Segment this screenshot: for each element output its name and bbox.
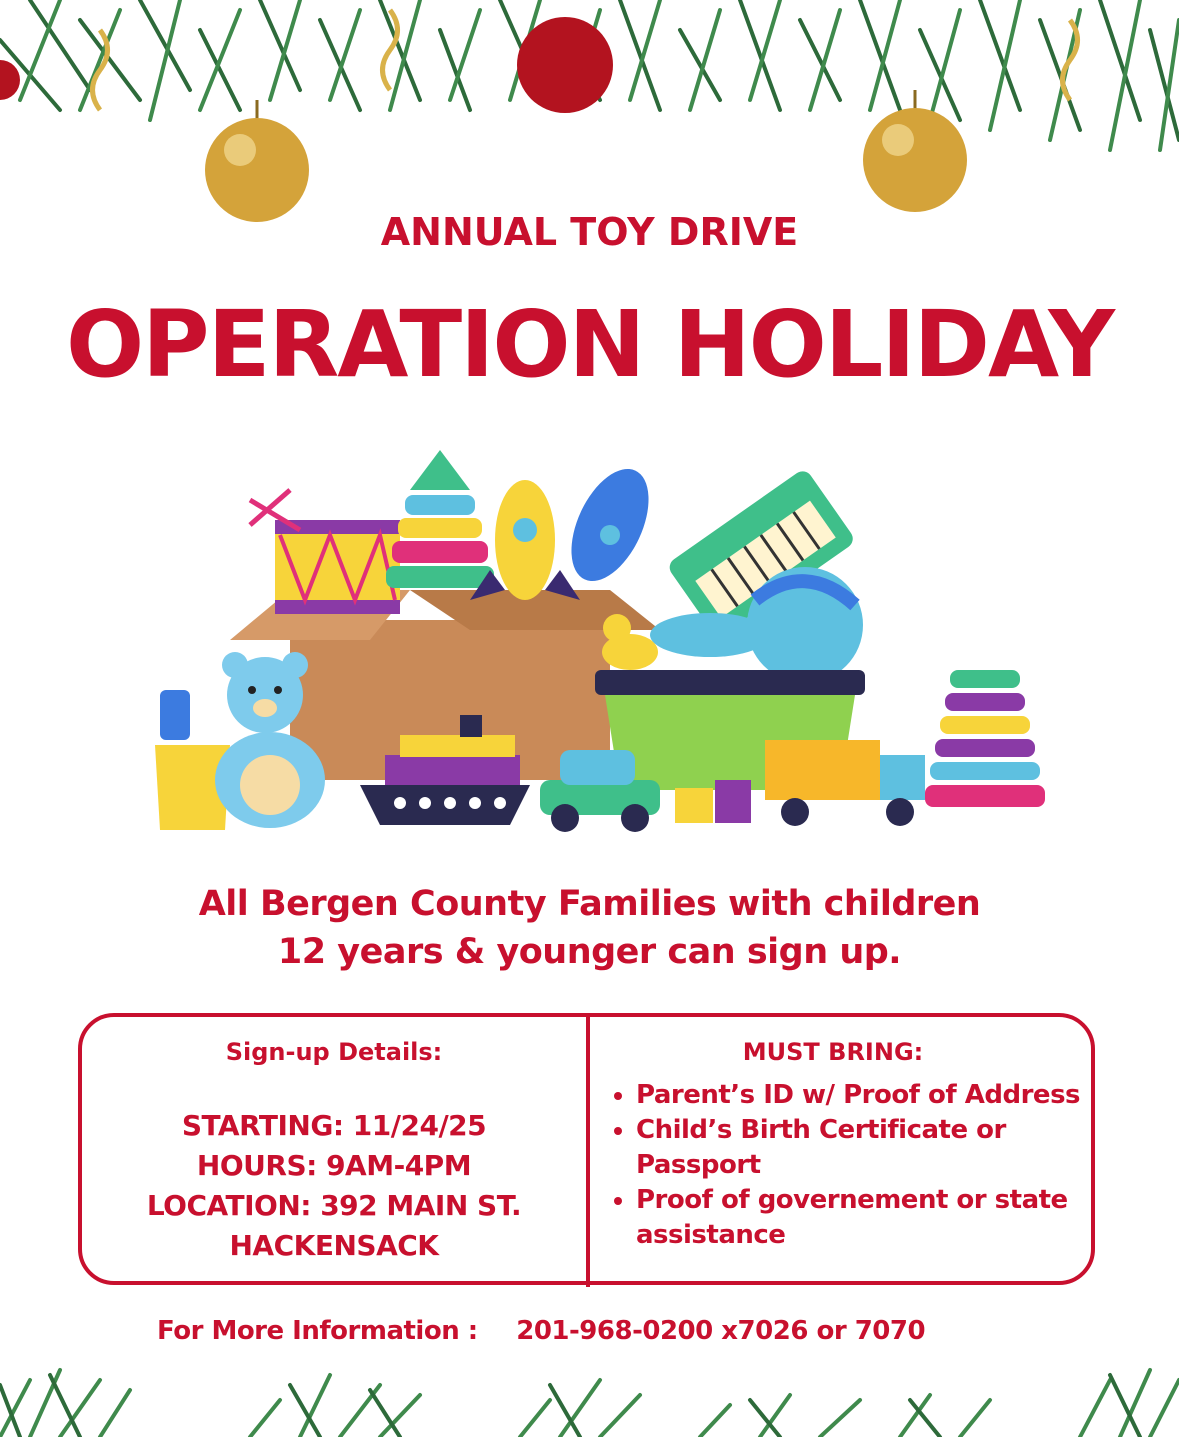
subtitle: ANNUAL TOY DRIVE [380,210,799,254]
signup-city: HACKENSACK [229,1229,439,1262]
eligibility-line-1: All Bergen County Families with children [198,884,981,924]
must-bring-item: • Proof of governement or state assistance [636,1183,1088,1253]
signup-heading: Sign-up Details: [225,1038,443,1066]
gold-ornament-icon [863,108,967,212]
eligibility-text [0,880,1179,976]
signup-location: LOCATION: 392 MAIN ST. [146,1189,522,1222]
must-bring-heading: MUST BRING: [742,1038,924,1066]
gold-ornament-icon [205,118,309,222]
stacking-rings-icon [386,450,494,588]
signup-details [82,1038,586,1266]
must-bring-item: • Child’s Birth Certificate or Passport [636,1113,1088,1183]
rocket-icon [470,480,580,600]
eligibility-line-2: 12 years & younger can sign up. [277,932,902,972]
red-ornament-icon [517,17,613,113]
signup-starting: STARTING: 11/24/25 [181,1109,487,1142]
pine-garland-top [0,0,1179,230]
page-title: OPERATION HOLIDAY [65,291,1114,398]
blocks-icon [675,788,713,823]
pine-garland-bottom [0,1340,1179,1437]
signup-hours: HOURS: 9AM-4PM [196,1149,472,1182]
drum-icon [250,490,400,614]
contact-label: For More Information : [157,1316,478,1346]
must-bring-item: • Parent’s ID w/ Proof of Address [636,1078,1088,1113]
must-bring [598,1038,1088,1253]
xylophone-icon [925,670,1045,807]
toy-plane-icon [650,613,770,657]
must-bring-list [598,1078,1088,1253]
toy-truck-icon [765,740,925,826]
contact-phone: 201-968-0200 x7026 or 7070 [516,1316,926,1346]
sand-bucket-icon [155,690,230,830]
toys-illustration [140,440,1060,850]
